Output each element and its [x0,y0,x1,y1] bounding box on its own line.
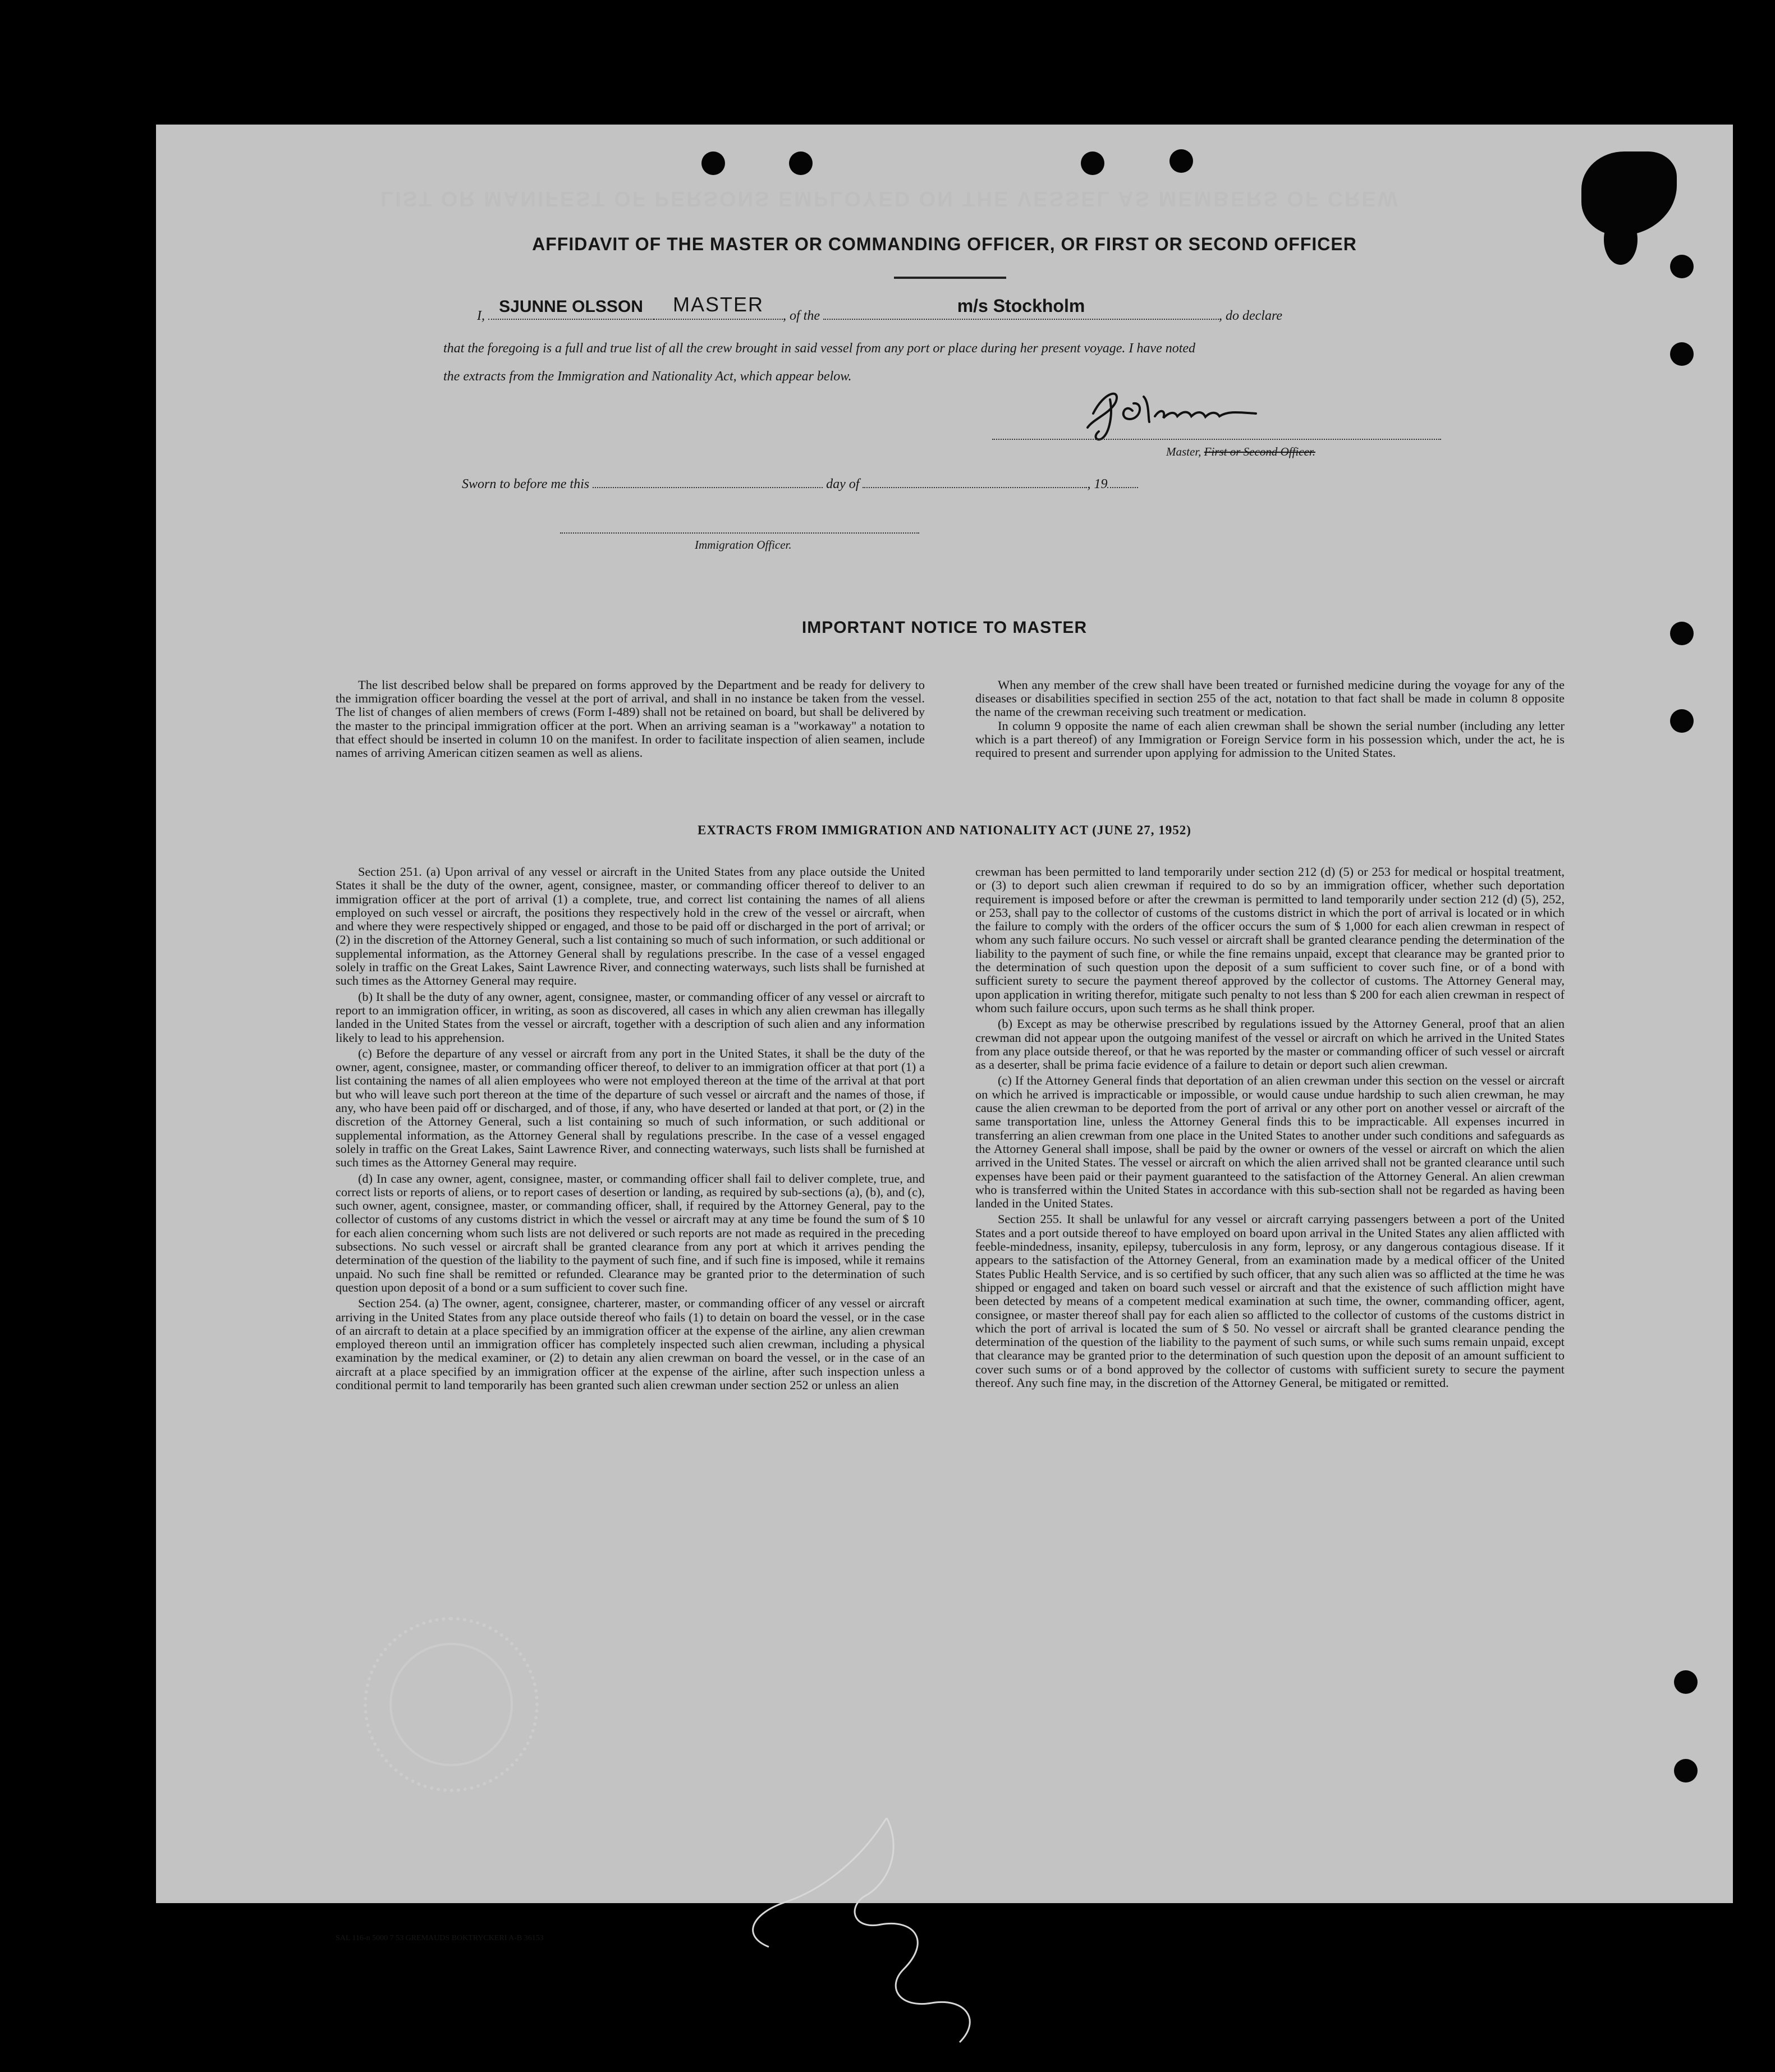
section-254a-continued: crewman has been permitted to land temporarily under section 212 (d) (5) or 253 for medical or hospital treatment, or (3) to deport such alien crewman if required to do so by an immigration officer, whether such deportation requirement is imposed before or after the crewman is permitted to land temporarily under section 212 (d) (5), 252, or 253, shall pay to the collector of customs of the customs district in which the port of arrival is located or in which the failure to comply with the orders of the officer occurs the sum of $ 1,000 for each alien crewman in respect of whom any such failure occurs. No such vessel or aircraft shall be granted clearance pending the determination of the liability to the payment of such fine, or while the fine remains unpaid, except that clearance may be granted prior to the determination of such question upon the deposit of a sum sufficient to cover such fine, or of a bond with sufficient surety to secure the payment thereof approved by the collector of customs. The Attorney General may, upon application in writing therefor, mitigate such penalty to not less than $ 200 for each alien crewman in respect of whom such failure occurs, upon such terms as he shall think proper. [975,865,1565,1015]
section-254a: Section 254. (a) The owner, agent, consignee, charterer, master, or commanding officer of any vessel or aircraft arriving in the United States from any place outside thereof who fails (1) to detain on board the vessel, or in the case of an aircraft to detain at a place specified by an immigration officer at the expense of the airline, any alien crewman employed thereon until an immigration officer has completely inspected such alien crewman, including a physical examination by the medical examiner, or (2) to detain any alien crewman on board the vessel, or in the case of an aircraft at a place specified by an immigration officer at the expense of the airline, after such inspection unless a conditional permit to land temporarily has been granted such alien crewman under section 252 or unless an alien [336,1296,925,1392]
section-251a: Section 251. (a) Upon arrival of any vessel or aircraft in the United States from any place outside the United States it shall be the duty of the owner, agent, consignee, master, or commanding officer thereof to deliver to an immigration officer at the port of arrival (1) a complete, true, and correct list containing the names of all aliens employed on such vessel or aircraft, the positions they respectively hold in the crew of the vessel or aircraft, when and where they were respectively shipped or engaged, and those to be paid off or discharged in the port of arrival; or (2) in the discretion of the Attorney General, such a list containing so much of such information, or such additional or supplemental information, as the Attorney General shall by regulations prescribe. In the case of a vessel engaged solely in traffic on the Great Lakes, Saint Lawrence River, and connecting waterways, such lists shall be furnished at such times as the Attorney General may require. [336,865,925,988]
sworn-label: Sworn to before me this [462,477,590,491]
notice-paragraph: In column 9 opposite the name of each alien crewman shall be shown the serial number (including any letter which is a part thereof) of any Immigration or Foreign Service form in his possession which, under the act, he is required to present and surrender upon applying for admission to the United States. [975,718,1565,760]
section-251c: (c) Before the departure of any vessel or aircraft from any port in the United States, it shall be the duty of the owner, agent, consignee, master, or commanding officer thereof, to deliver to an immigration officer at that port (1) a list containing the names of all alien employees who were not employed thereon at the time of the arrival at that port but who will leave such port thereon at the time of the departure of such vessel or aircraft and the names of those, if any, who have been paid off or discharged, and of those, if any, who have deserted or landed at that port, or (2) in the discretion of the Attorney General, such a list containing so much of such information, or such additional or supplemental information, as the Attorney General shall by regulations prescribe. In the case of a vessel engaged solely in traffic on the Great Lakes, Saint Lawrence River, and connecting waterways, such lists shall be furnished at such times as the Attorney General may require. [336,1046,925,1170]
declaration-line-3: the extracts from the Immigration and Nationality Act, which appear below. [443,369,852,384]
rank-field[interactable] [654,293,783,320]
signer-master: Master, [1166,445,1201,458]
notice-left-column [336,678,925,760]
section-251b: (b) It shall be the duty of any owner, agent, consignee, master, or commanding officer of any vessel or aircraft to report to an immigration officer, in writing, as soon as discovered, all cases in which any alien crewman has illegally landed in the United States from the vessel or aircraft, together with a description of such alien and any information likely to lead to his apprehension. [336,989,925,1045]
immigration-officer-label: Immigration Officer. [695,538,792,552]
punch-hole [1670,709,1694,733]
punch-hole [1670,342,1694,366]
embossed-seal [364,1617,539,1792]
bleed-through: LIST OR MANIFEST OF PERSONS EMPLOYED ON THE VESSEL AS MEMBERS OF CREW [380,187,1400,210]
sworn-line [462,477,1138,492]
notice-title: IMPORTANT NOTICE TO MASTER [801,618,1088,637]
punch-hole [1670,255,1694,278]
extracts-right-column [975,865,1565,1390]
punch-hole [1169,149,1193,173]
vessel-field[interactable] [823,296,1219,320]
punch-hole [1674,1670,1698,1694]
punch-hole [789,151,813,175]
notice-paragraph: When any member of the crew shall have been treated or furnished medicine during the voyage for any of the diseases or disabilities specified in section 255 of the act, notation to that fact shall be made in column 8 opposite the name of the crewman receiving such treatment or medication. [975,678,1565,719]
notice-paragraph: The list described below shall be prepared on forms approved by the Department and be ready for delivery to the immigration officer boarding the vessel at the port of arrival, and shall in no instance be taken from the vessel. The list of changes of alien members of crews (Form I-489) shall not be retained on board, but shall be delivered by the master to the principal immigration officer at the port. When an arriving seaman is a "workaway" a notation to that effect should be inserted in column 10 on the manifest. In order to facilitate inspection of alien seamen, include names of arriving American citizen seamen as well as aliens. [336,678,925,760]
i-label: I, [477,309,485,323]
section-255: Section 255. It shall be unlawful for any vessel or aircraft carrying passengers between a port of the United States and a port outside thereof to have employed on board upon arrival in the United States any alien afflicted with feeble-mindedness, insanity, epilepsy, tuberculosis in any form, leprosy, or any dangerous contagious disease. If it appears to the satisfaction of the Attorney General, from an examination made by a medical officer of the United States Public Health Service, and is so certified by such officer, that any such alien was so afflicted at the time he was shipped or engaged and taken on board such vessel or aircraft and that the existence of such affliction might have been detected by means of a competent medical examination at such time, the owner, commanding officer, agent, consignee, or master thereof shall pay for each alien so afflicted to the collector of customs of the customs district in which the port of arrival is located the sum of $ 50. No vessel or aircraft shall be granted clearance pending the determination of the question of the liability to the payment of such sums, or while such sums remain unpaid, except that clearance may be granted prior to the determination of such question upon the deposit of an amount sufficient to cover such sums or of a bond approved by the collector of customs with sufficient surety to secure the payment thereof. Any such fine may, in the discretion of the Attorney General, be mitigated or remitted. [975,1212,1565,1390]
form-page [156,125,1733,1942]
master-name: SJUNNE OLSSON [499,297,643,316]
notice-right-column [975,678,1565,760]
declaration-line-2: that the foregoing is a full and true list of all the crew brought in said vessel from any port or place during her present voyage. I have noted [443,341,1196,356]
title-rule [894,277,1006,279]
vessel-name: m/s Stockholm [957,296,1085,316]
signer-caption [1166,445,1315,459]
sworn-day-field[interactable] [593,487,823,488]
master-rank: MASTER [672,293,764,316]
section-251d: (d) In case any owner, agent, consignee, master, or commanding officer shall fail to deliver complete, true, and correct lists or reports of aliens, or to report cases of desertion or landing, as required by sub-sections (a), (b), and (c), such owner, agent, consignee, master, or commanding officer, shall, if required by the Attorney General, pay to the collector of customs of any customs district in which the vessel or aircraft may at any time be found the sum of $ 10 for each alien concerning whom such lists are not delivered or such reports are not made as required in the preceding subsections. No such vessel or aircraft shall be granted clearance from any port at which it arrives pending the determination of the question of the liability to the payment of such fine, and if such fine is imposed, while it remains unpaid. No such fine shall be remitted or refunded. Clearance may be granted prior to the determination of such question upon deposit of a bond or a sum sufficient to cover such fine. [336,1171,925,1294]
extracts-left-column [336,865,925,1392]
sworn-month-field[interactable] [863,487,1087,488]
signer-struck: First or Second Officer. [1204,445,1315,458]
punch-hole [701,151,725,175]
punch-hole [1674,1759,1698,1782]
punch-hole [1081,151,1104,175]
form-footer: SAL 116-n 5000 7 53 GREMAUDS BOKTRYCKERI A-B 36153 [336,1934,544,1942]
sworn-year-field[interactable] [1107,487,1138,488]
do-declare-label: , do declare [1219,309,1283,323]
extracts-title: EXTRACTS FROM IMMIGRATION AND NATIONALITY ACT (JUNE 27, 1952) [698,823,1191,837]
signature-image [1071,380,1306,442]
loose-thread [718,1818,1223,2053]
of-the-label: , of the [783,309,820,323]
section-254c: (c) If the Attorney General finds that deportation of an alien crewman under this section on the vessel or aircraft on which he arrived is impracticable or impossible, or would cause undue hardship to such alien crewman, he may cause the alien crewman to be deported from the port of arrival or any other port on another vessel or aircraft of the same transportation line, unless the Attorney General finds this to be impracticable. All expenses incurred in transferring an alien crewman from one place in the United States to another under such conditions and safeguards as the Attorney General shall impose, shall be paid by the owner or owners of the vessel or aircraft on which the alien arrived in the United States. The vessel or aircraft on which the alien arrived shall not be granted clearance until such expenses have been paid or their payment guaranteed to the satisfaction of the Attorney General. An alien crewman who is transferred within the United States in accordance with this sub-section shall not be regarded as having been landed in the United States. [975,1073,1565,1211]
section-254b: (b) Except as may be otherwise prescribed by regulations issued by the Attorney General, proof that an alien crewman did not appear upon the outgoing manifest of the vessel or aircraft on which he arrived in the United States from any place outside thereof, or that he was reported by the master or commanding officer of such vessel or aircraft as a deserter, shall be prima facie evidence of a failure to detain or deport such alien crewman. [975,1017,1565,1072]
year-prefix: , 19 [1087,477,1108,491]
day-of-label: day of [826,477,860,491]
declaration-line-1 [443,293,1459,324]
immigration-officer-line [560,532,919,534]
signature-line [992,439,1441,440]
name-field[interactable] [488,297,654,320]
affidavit-title: AFFIDAVIT OF THE MASTER OR COMMANDING OFFICER, OR FIRST OR SECOND OFFICER [532,234,1357,254]
